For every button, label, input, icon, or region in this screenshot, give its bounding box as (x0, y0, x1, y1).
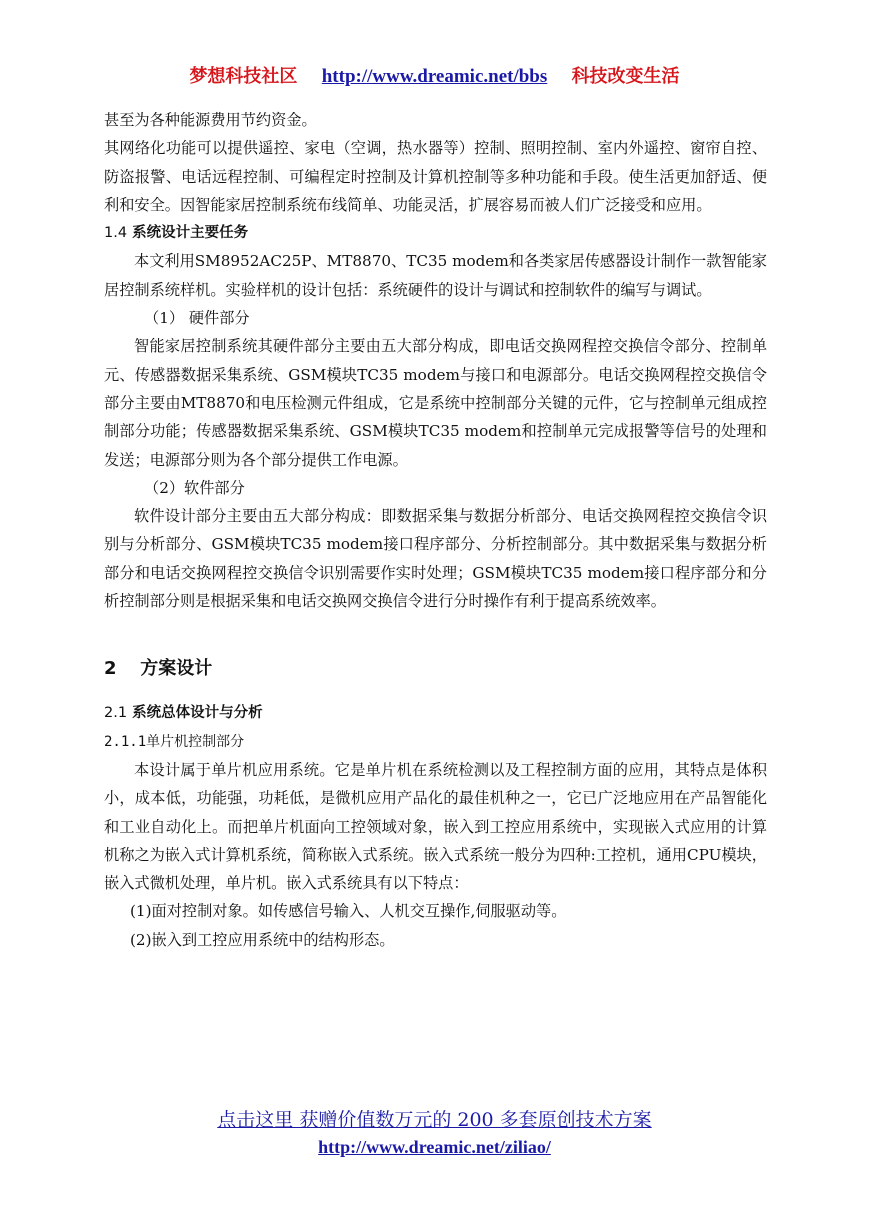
page-header (0, 62, 869, 88)
subheading-hardware: （1） 硬件部分 (144, 309, 250, 328)
list-item: (1)面对控制对象。如传感信号输入、人机交互操作,伺服驱动等。 (130, 902, 567, 921)
page-footer (0, 1106, 869, 1160)
subsection-heading-2-1-1: 2.1.1单片机控制部分 (104, 733, 245, 750)
paragraph-network-functions: 其网络化功能可以提供遥控、家电（空调，热水器等）控制、照明控制、室内外遥控、窗帘自控、防盗报警、电话远程控制、可编程定时控制及计算机控制等多种功能和手段。使生活更加舒适、便利和安全。因智能家居控制系统布线简单、功能灵活，扩展容易而被人们广泛接受和应用。 (104, 139, 767, 214)
chapter-heading-2 (104, 649, 767, 689)
section-number: 2.1 (104, 705, 128, 722)
chapter-number: 2 (104, 658, 117, 680)
section-number: 1.4 (104, 225, 128, 242)
header-link[interactable]: http://www.dreamic.net/bbs (321, 66, 548, 87)
paragraph-software: 软件设计部分主要由五大部分构成：即数据采集与数据分析部分、电话交换网程控交换信令识别与分析部分、GSM模块TC35 modem接口程序部分、分析控制部分。其中数据采集与数据分析部分和电话交换网程控交换信令识别需要作实时处理；GSM模块TC35 modem接口程序部分和分析控制部分则是根据采集和电话交换网交换信令进行分时操作有利于提高系统效率。 (104, 507, 767, 611)
section-title: 系统设计主要任务 (132, 225, 249, 242)
section-heading-1-4 (104, 219, 767, 247)
document-body (104, 106, 767, 954)
footer-url-link[interactable]: http://www.dreamic.net/ziliao/ (318, 1137, 551, 1157)
site-slogan: 科技改变生活 (571, 66, 680, 87)
list-item: (2)嵌入到工控应用系统中的结构形态。 (130, 930, 395, 949)
subheading-software: （2）软件部分 (144, 478, 245, 497)
footer-promo-link[interactable]: 点击这里 获赠价值数万元的 200 多套原创技术方案 (217, 1109, 652, 1131)
section-title: 系统总体设计与分析 (132, 705, 263, 722)
paragraph-tasks: 本文利用SM8952AC25P、MT8870、TC35 modem和各类家居传感器设计制作一款智能家居控制系统样机。实验样机的设计包括：系统硬件的设计与调试和控制软件的编写与调试。 (104, 252, 767, 299)
paragraph-hardware: 智能家居控制系统其硬件部分主要由五大部分构成，即电话交换网程控交换信令部分、控制单元、传感器数据采集系统、GSM模块TC35 modem与接口和电源部分。电话交换网程控交换信令部分主要由MT8870和电压检测元件组成，它是系统中控制部分关键的元件，它与控制单元组成控制部分功能；传感器数据采集系统、GSM模块TC35 modem和控制单元完成报警等信号的处理和发送；电源部分则为各个部分提供工作电源。 (104, 337, 767, 469)
paragraph-continued: 甚至为各种能源费用节约资金。 (104, 111, 317, 129)
paragraph-mcu: 本设计属于单片机应用系统。它是单片机在系统检测以及工程控制方面的应用，其特点是体积小，成本低，功能强，功耗低，是微机应用产品化的最佳机种之一，它已广泛地应用在产品智能化和工业自动化上。而把单片机面向工控领域对象，嵌入到工控应用系统中，实现嵌入式应用的计算机称之为嵌入式计算机系统，简称嵌入式系统。嵌入式系统一般分为四种:工控机，通用CPU模块，嵌入式微机处理，单片机。嵌入式系统具有以下特点： (104, 760, 767, 893)
chapter-title: 方案设计 (140, 658, 213, 680)
section-heading-2-1 (104, 699, 767, 727)
site-name: 梦想科技社区 (189, 66, 298, 87)
